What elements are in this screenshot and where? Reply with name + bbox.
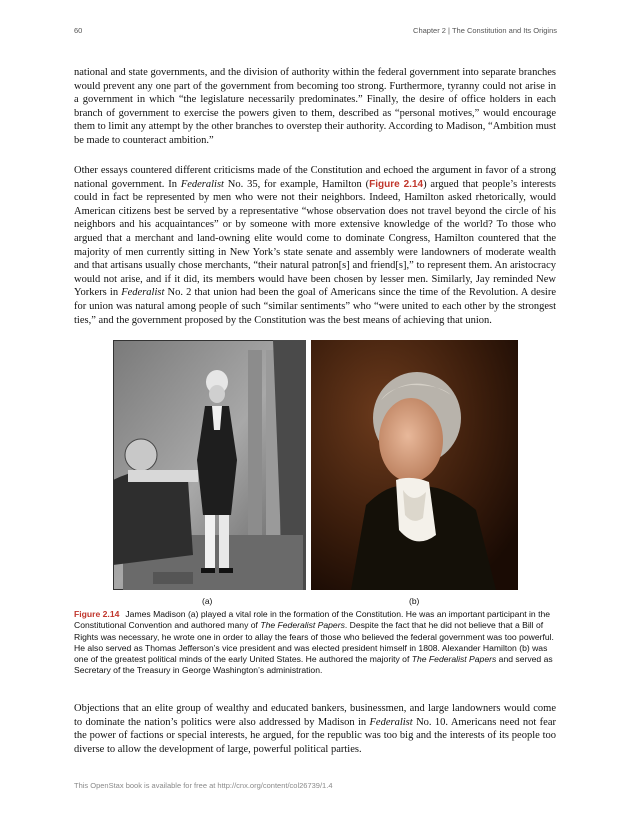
figure-label-a: (a) <box>202 596 213 606</box>
caption-italic-1: The Federalist Papers <box>260 620 345 631</box>
caption-text-2: . Despite the fact that he did not believe that a Bill of Rights was necessary, he wrote one in order to allay the fears of those who believed the federal government was too powerful. He also served as Thomas Jefferson’s vice president and was elected president himself in 1808. Alexander Hamilton (b) was one of the greatest political minds of the early United States. He authored the majority of <box>74 620 554 665</box>
page-number: 60 <box>74 26 83 35</box>
p3-text-b: No. 10. Americans need not fear the power of factions or special interests, he argued, for the republic was too big and the interests of its people too diverse to allow the development of large, powerful political parties. <box>74 716 556 755</box>
p2-text-c: ) argued that people’s interests could in fact be represented by men who were not their neighbors. Indeed, Hamilton asked rhetorically, would American citizens best be served by a representative “whose observation does not travel beyond the circle of his neighbors and his acquaintances” or by someone with more extensive knowledge of the world? To those who argued that a merchant and land-owning elite would come to dominate Congress, Hamilton countered that the majority of men currently sitting in New York’s state senate and assembly were landowners of moderate wealth and that artisans usually chose merchants, “their natural patron[s] and friend[s],” to represent them. An aristocracy would not arise, and if it did, its members would have been chosen by lesser men. Similarly, Jay reminded New Yorkers in <box>74 178 556 299</box>
caption-italic-2: The Federalist Papers <box>411 654 497 665</box>
madison-illustration <box>113 340 306 590</box>
p2-federalist-2: Federalist <box>121 287 165 299</box>
hamilton-illustration <box>311 340 518 590</box>
caption-text-1: James Madison (a) played a vital role in the formation of the Constitution. He was an important participant in the Constitutional Convention and authored many of <box>74 609 551 631</box>
caption-text-3: and served as Secretary of the Treasury in George Washington’s administration. <box>74 654 553 676</box>
p2-text-d: No. 2 that union had been the goal of Americans since the time of the Revolution. A desire for union was natural among people of such “similar sentiments” who “were united to each other by the strongest ties,” and the government proposed by the Constitution was the best means of achieving that union. <box>74 287 556 326</box>
p2-text-b: No. 35, for example, Hamilton ( <box>223 178 370 190</box>
figure-2-14-link[interactable]: Figure 2.14 <box>369 178 424 190</box>
p2-federalist-1: Federalist <box>180 178 224 190</box>
paragraph-1 <box>74 66 556 148</box>
chapter-header: Chapter 2 | The Constitution and Its Origins <box>413 26 557 35</box>
p3-text-a: Objections that an elite group of wealthy and educated bankers, businessmen, and large landowners would come to dominate the nation’s politics were also addressed by Madison in <box>74 703 556 728</box>
paragraph-3 <box>74 702 556 756</box>
paragraph-2 <box>74 164 556 327</box>
figure-caption <box>74 609 558 677</box>
madison-engraving-image <box>113 340 306 590</box>
hamilton-portrait-image <box>311 340 518 590</box>
paragraph-1-text: national and state governments, and the division of authority within the federal government into separate branches would prevent any one part of the government from becoming too strong. Furthermore, tyranny could not arise in a government in which “the legislature necessarily predominates.” Finally, the desire of office holders in each branch of government to exercise the powers given to them, described as “personal motives,” would encourage them to limit any attempt by the other branches to overstep their authority. According to Madison, “Ambition must be made to counteract ambition.” <box>74 67 556 146</box>
p3-federalist: Federalist <box>369 716 413 728</box>
figure-label-b: (b) <box>409 596 420 606</box>
page-footer: This OpenStax book is available for free at http://cnx.org/content/col26739/1.4 <box>74 781 333 790</box>
figure-caption-number: Figure 2.14 <box>74 609 120 619</box>
p2-text-a: Other essays countered different criticisms made of the Constitution and echoed the argument in favor of a strong national government. In <box>74 165 556 190</box>
